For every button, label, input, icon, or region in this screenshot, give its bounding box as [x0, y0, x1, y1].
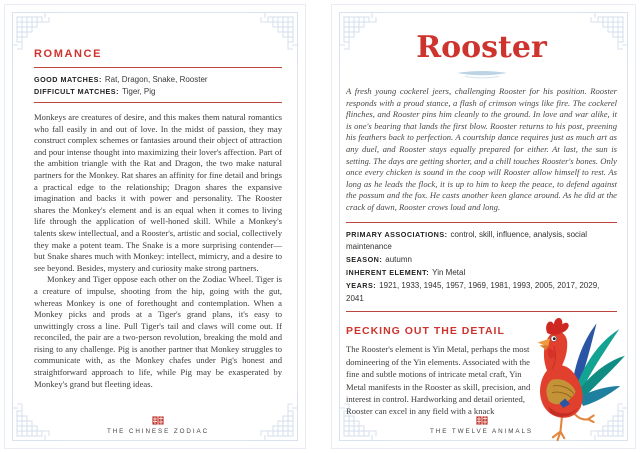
matches-block — [34, 74, 282, 97]
left-page-content — [34, 5, 282, 448]
romance-paragraph-2: Monkey and Tiger oppose each other on the Zodiac Wheel. Tiger is a creature of impulse, shooting from the hip, going with the gut, whereas Monkey is one of forethought and contemplation. When a Monkey picks and prods at a Tiger's grand plans, it's easy to unwittingly cross a line. Pull Tiger's tail and claws will come out. If reconciled, the pair are a two-person revolution, breaking the mold and rising to any challenge. Pig is another partner that Monkey struggles to communicate with, as the Monkey chafes under Pig's honest and straightforward approach to life, while Pig may be exasperated by Monkey's grand but fleeting ideas. — [34, 274, 282, 389]
element-label: INHERENT ELEMENT: — [346, 267, 430, 277]
good-matches-value: Rat, Dragon, Snake, Rooster — [104, 75, 208, 84]
red-seal-icon — [152, 416, 164, 425]
element-value: Yin Metal — [432, 267, 466, 277]
season-label: SEASON: — [346, 255, 383, 265]
years-label: YEARS: — [346, 280, 377, 290]
red-rule — [346, 222, 617, 223]
section-heading: PECKING OUT THE DETAIL — [346, 325, 505, 338]
left-footer-label: THE CHINESE ZODIAC — [106, 428, 210, 435]
rooster-illustration — [527, 314, 629, 442]
info-line-associations — [346, 229, 617, 255]
right-page-content — [346, 5, 617, 448]
difficult-matches-value: Tiger, Pig — [122, 86, 156, 96]
romance-paragraph-1: Monkeys are creatures of desire, and this makes them natural romantics who fall easily in and out of love. In the midst of passion, they may construct complex schemes or fantasies around their object of attraction and pour intense thought into maximizing their lover's affection. Part of the ambition triangle with the Rat and Dragon, the two make natural partners for the Monkey. Rat shares an affinity for fine detail and brings a practical edge to the relationship; Dragon shares the expansive imagination and backs it with power and personality. The Rooster shares the Monkey's element and is an equal when it comes to living life through the application of well-honed skill. While a Monkey's talents skew intellectual, and a Rooster's, artistic and social, collectively they make a potent team. The Snake is a more surprising contender—but Snake shares much with Monkey: intellect, mimicry, and a desire to see beyond. Besides, mystery and curiosity make strong partners. — [34, 112, 282, 273]
info-line-years — [346, 280, 617, 306]
left-page-footer — [34, 416, 282, 435]
wave-divider-icon — [455, 69, 509, 79]
intro-paragraph: A fresh young cockerel jeers, challenging Rooster for his position. Rooster responds with a proud stance, a flash of crimson wings like fire. The cockerel flinches, and Rooster pins him cleanly to the ground. In love and war alike, it is one's bearing that lands the first blow. Rooster returns to his post, preening his feathers back to perfection. A courtship dance requires just as much art as any duel, and Rooster stays equally prepared for either. At last, the sun is setting. The days are getting shorter, and a chill touches Rooster's bones. Only once every chicken is sound in the coop will Rooster allow himself to rest. As long as he leads the flock, it is up to him to keep the peace, to defend against the possum and the fox. He casts another keen glance around. As he did at the crack of dawn, Rooster crows loud and long. — [346, 86, 617, 212]
good-matches-label: GOOD MATCHES: — [34, 75, 102, 84]
red-rule — [346, 311, 617, 312]
red-rule — [34, 67, 282, 68]
info-line-season — [346, 254, 617, 267]
good-matches-line — [34, 74, 282, 86]
difficult-matches-label: DIFFICULT MATCHES: — [34, 86, 119, 96]
page-title: Rooster — [416, 30, 547, 65]
red-rule — [34, 102, 282, 103]
season-value: autumn — [385, 255, 412, 265]
left-page — [4, 4, 306, 449]
section-paragraph: The Rooster's element is Yin Metal, perhaps the most domineering of the Yin elements. Associated with the fine and subtle motions of intricate metal craft, Yin Metal manifests in the Rooster as skill, precision, and interest in control. Hardworking and detail oriented, Rooster can excel in any field with a knack — [346, 344, 531, 417]
right-footer-label: THE TWELVE ANIMALS — [430, 428, 533, 435]
info-block — [346, 229, 617, 306]
associations-value: control, skill, influence, analysis, social maintenance — [346, 229, 588, 252]
red-seal-icon — [476, 416, 488, 425]
info-line-element — [346, 267, 617, 280]
associations-label: PRIMARY ASSOCIATIONS: — [346, 229, 448, 239]
years-value: 1921, 1933, 1945, 1957, 1969, 1981, 1993, 2005, 2017, 2029, 2041 — [346, 280, 600, 303]
romance-heading: ROMANCE — [34, 48, 103, 60]
difficult-matches-line — [34, 86, 282, 98]
right-page — [331, 4, 636, 449]
